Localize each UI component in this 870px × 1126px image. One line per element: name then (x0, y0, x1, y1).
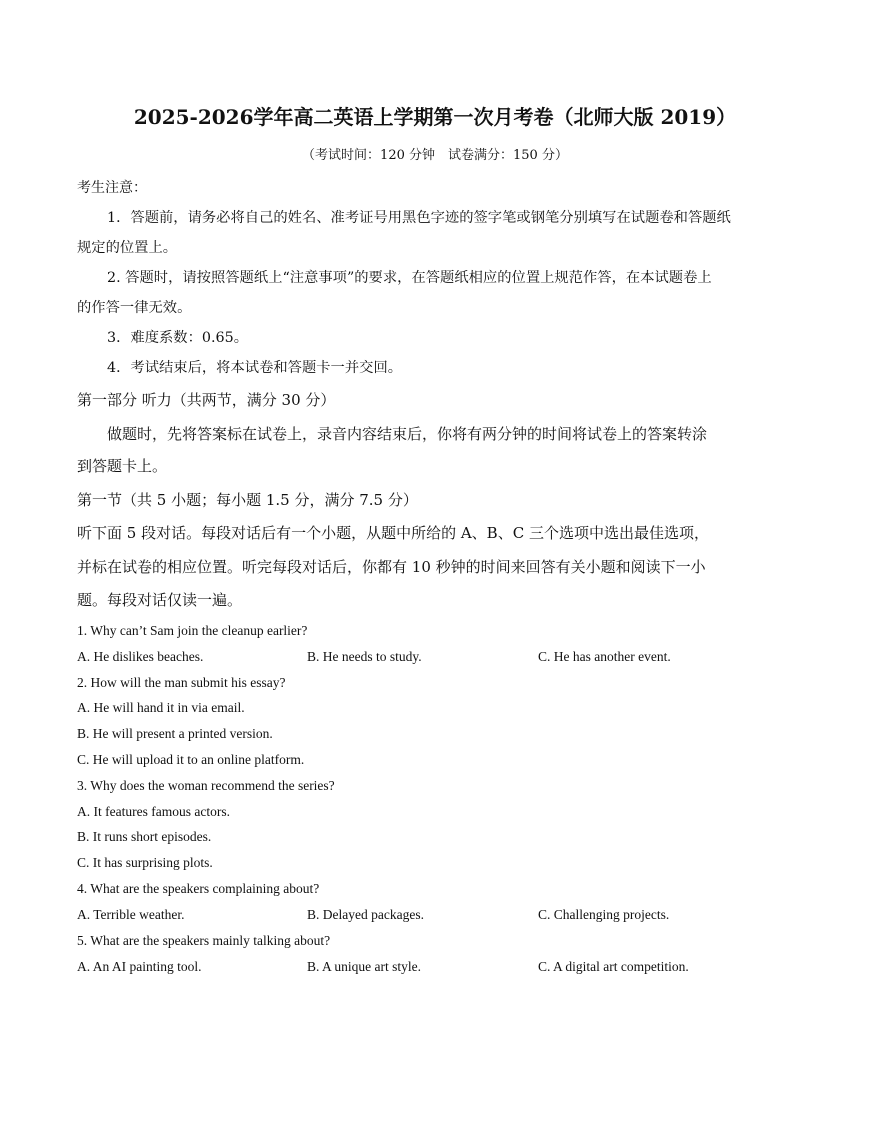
question-option: C. A digital art competition. (538, 959, 689, 974)
question-stem: 2. How will the man submit his essay? (77, 675, 286, 690)
question-option: C. It has surprising plots. (77, 855, 213, 870)
question-option: A. An AI painting tool. (77, 959, 202, 974)
question-option: B. He will present a printed version. (77, 726, 273, 741)
notice-heading: 考生注意： (77, 180, 147, 196)
section-1-instructions-line-1: 听下面 5 段对话。每段对话后有一个小题，从题中所给的 A、B、C 三个选项中选出最佳选项， (77, 524, 709, 542)
question-option: C. He will upload it to an online platform. (77, 752, 305, 767)
question-stem: 4. What are the speakers complaining about? (77, 881, 320, 896)
notice-item-1-line-1: 1．答题前，请务必将自己的姓名、准考证号用黑色字迹的签字笔或钢笔分别填写在试题卷和答题纸 (107, 210, 731, 226)
question-option: B. He needs to study. (307, 649, 422, 664)
notice-item-2-line-1: 2. 答题时，请按照答题纸上“注意事项”的要求，在答题纸相应的位置上规范作答，在本试题卷上 (107, 270, 712, 286)
section-1-heading: 第一节（共 5 小题；每小题 1.5 分，满分 7.5 分） (77, 491, 418, 509)
question-stem: 3. Why does the woman recommend the series? (77, 778, 335, 793)
question-option: A. He dislikes beaches. (77, 649, 204, 664)
part-1-intro-line-2: 到答题卡上。 (77, 457, 168, 475)
question-option: C. He has another event. (538, 649, 671, 664)
question-option: A. It features famous actors. (77, 804, 230, 819)
notice-item-1-line-2: 规定的位置上。 (77, 240, 178, 256)
section-1-instructions-line-3: 题。每段对话仅读一遍。 (77, 591, 243, 609)
question-stem: 5. What are the speakers mainly talking about? (77, 933, 331, 948)
question-option: A. He will hand it in via email. (77, 700, 245, 715)
exam-subtitle: （考试时间：120 分钟 试卷满分：150 分） (302, 148, 568, 163)
exam-title: 2025-2026学年高二英语上学期第一次月考卷（北师大版 2019） (133, 105, 737, 129)
part-1-heading: 第一部分 听力（共两节，满分 30 分） (77, 391, 336, 409)
section-1-instructions-line-2: 并标在试卷的相应位置。听完每段对话后，你都有 10 秒钟的时间来回答有关小题和阅读下一小 (77, 558, 706, 576)
question-option: A. Terrible weather. (77, 907, 185, 922)
question-option: B. A unique art style. (307, 959, 421, 974)
question-option: B. Delayed packages. (307, 907, 424, 922)
question-stem: 1. Why can’t Sam join the cleanup earlier? (77, 623, 308, 638)
notice-item-2-line-2: 的作答一律无效。 (77, 300, 192, 316)
part-1-intro-line-1: 做题时，先将答案标在试卷上，录音内容结束后，你将有两分钟的时间将试卷上的答案转涂 (107, 425, 708, 443)
question-option: B. It runs short episodes. (77, 829, 212, 844)
notice-item-3: 3．难度系数：0.65。 (107, 330, 249, 346)
notice-item-4: 4．考试结束后，将本试卷和答题卡一并交回。 (107, 360, 403, 376)
question-option: C. Challenging projects. (538, 907, 670, 922)
